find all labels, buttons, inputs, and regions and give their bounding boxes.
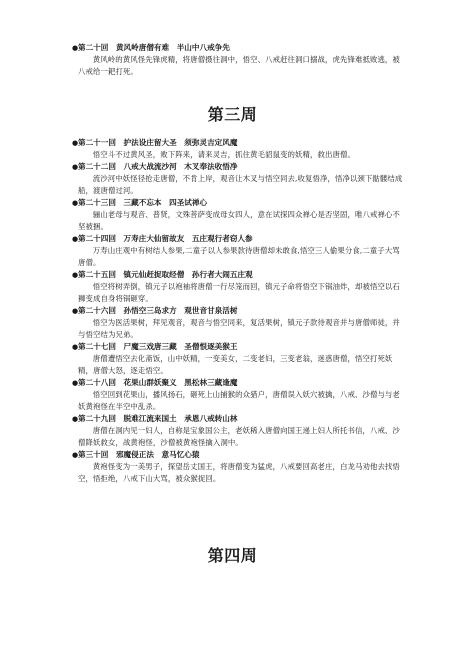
chapter-summary: 流沙河中妖怪径抢走唐僧，不肯上岸，观音让木叉与悟空同去,收复悟净，悟净以颈下骷髅结成船，渡唐僧过河。 — [78, 174, 403, 195]
chapter-entry — [72, 197, 407, 233]
bullet-icon: ● — [72, 162, 79, 171]
chapter-title: ●第三十回 邪魔侵正法 意马忆心猿 — [72, 450, 200, 459]
chapter-title: ●第二十四回 万寿庄大仙留故友 五庄观行者窃人参 — [72, 234, 253, 243]
bullet-icon: ● — [72, 342, 79, 351]
chapter-summary: 悟空为医活果树，拜见观音，观音与悟空同来，复活果树，镇元子款待观音并与唐僧师徒，并与悟空结为兄弟。 — [78, 318, 400, 339]
bullet-icon: ● — [72, 306, 79, 315]
chapter-entry — [72, 137, 407, 161]
chapter-title: ●第二十五回 镇元仙赶捉取经僧 孙行者大闹五庄观 — [72, 270, 253, 279]
chapter-title: ●第二十二回 八戒大战流沙河 木叉奉法收悟净 — [72, 162, 238, 171]
bullet-icon: ● — [72, 43, 79, 52]
chapter-summary: 唐僧在洞内见一妇人，自称是宝象国公主，老妖稀入唐僧向国王递上妇人所托书信，八戒、沙僧降妖救女，战黄袍怪，沙僧被黄袍怪擒入洞中。 — [78, 426, 400, 447]
chapter-summary: 悟空将树弄倒，镇元子以袍袖将唐僧一行尽笼而回，镇元子命将悟空下锅油炸，却被悟空以石狮变成自身将锅砸穿。 — [78, 282, 400, 303]
chapter-title: ●第二十九回 脱难江流来国土 承恩八戒转山林 — [72, 414, 238, 423]
week-heading: 第三周 — [207, 105, 258, 124]
chapter-summary: 万寿山庄观中有树结人参果,二童子以人参果款待唐僧却未敢食,悟空三人偷果分食,二童子大骂唐僧。 — [78, 246, 400, 267]
chapter-entry — [72, 42, 407, 78]
chapter-summary: 黄风岭的黄风怪先锋虎精，将唐僧摄往洞中，悟空、八戒赶往洞口搦战，虎先锋难抵败逃，被八戒给一耙打死。 — [78, 55, 400, 76]
chapter-entry — [72, 341, 407, 377]
chapter-summary: 黄袍怪变为一美男子，探望岳丈国王，将唐僧变为猛虎，八戒要回高老庄，白龙马劝他去找悟空，悟拒绝，八戒下山大骂，被众猴捉回。 — [78, 462, 400, 483]
bullet-icon: ● — [72, 138, 79, 147]
chapter-entry — [72, 377, 407, 413]
chapter-title: ●第二十六回 孙悟空三岛求方 观世音甘泉活树 — [72, 306, 238, 315]
bullet-icon: ● — [72, 378, 79, 387]
chapter-summary: 悟空回到花果山，播风扬石，砸死上山捕猴的众猎户，唐僧误入妖穴被擒，八戒、沙僧与与老妖黄袍怪在半空中乱杀。 — [78, 390, 400, 411]
chapter-summary: 唐僧遭悟空去化斋饭，山中妖精，一变美女，二变老妇，三变老翁，迷惑唐僧，悟空打死妖精，唐僧大怒，逐走悟空。 — [78, 354, 393, 375]
bullet-icon: ● — [72, 234, 79, 243]
bullet-icon: ● — [72, 198, 79, 207]
chapter-title: ●第二十七回 尸魔三戏唐三藏 圣僧恨逐美猴王 — [72, 342, 238, 351]
chapter-entry — [72, 449, 407, 485]
chapter-summary: 悟空斗不过黄风圣，败下阵来，请来灵吉，抓住黄毛貂鼠变的妖精，救出唐僧。 — [92, 150, 355, 159]
chapter-entry — [72, 269, 407, 305]
chapter-title: ●第二十八回 花果山群妖聚义 黑松林三藏逢魔 — [72, 378, 238, 387]
bullet-icon: ● — [72, 270, 79, 279]
chapter-list — [72, 137, 407, 485]
chapter-entry — [72, 233, 407, 269]
bullet-icon: ● — [72, 414, 79, 423]
chapter-summary: 骊山老母与观音、普贤，文殊菩萨变成母女四人，意在试探四众禅心是否坚固，唯八戒禅心不坚被捆。 — [78, 210, 400, 231]
chapter-title: ●第二十一回 护法设庄留大圣 须弥灵吉定风魔 — [72, 138, 238, 147]
chapter-title: ●第二十三回 三藏不忘本 四圣试禅心 — [72, 198, 208, 207]
chapter-entry — [72, 305, 407, 341]
bullet-icon: ● — [72, 450, 79, 459]
week-heading: 第四周 — [207, 546, 258, 565]
chapter-title: ●第二十回 黄风岭唐僧有难 半山中八戒争先 — [72, 43, 230, 52]
chapter-entry — [72, 413, 407, 449]
chapter-entry — [72, 161, 407, 197]
